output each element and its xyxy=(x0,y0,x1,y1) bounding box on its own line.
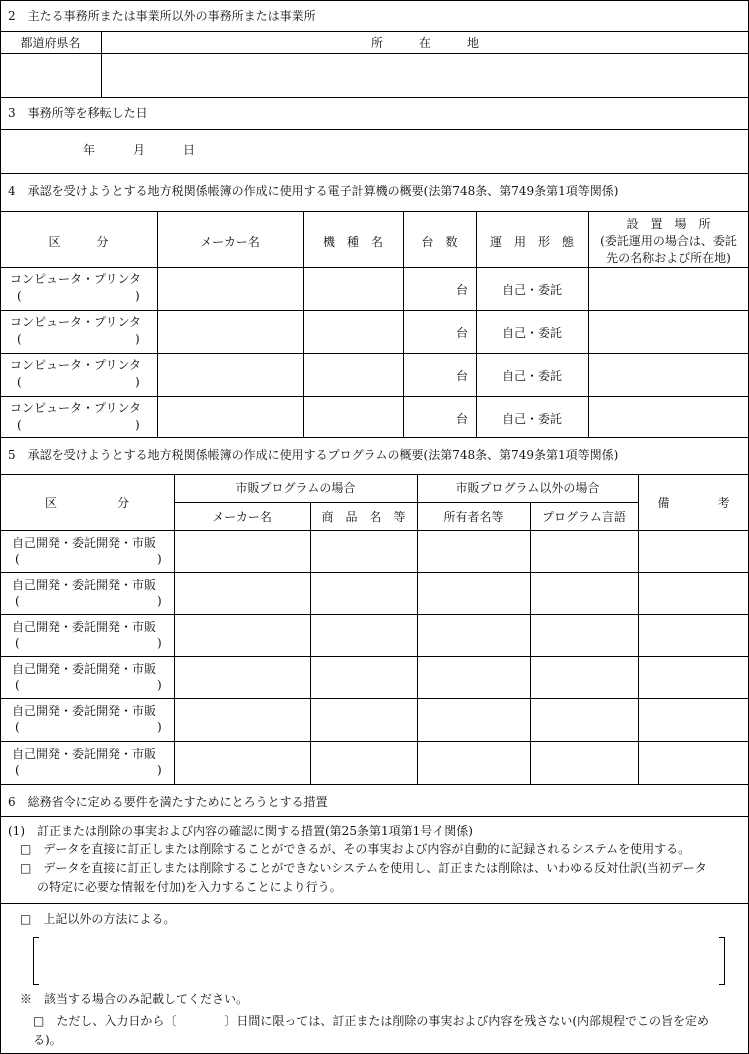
program-category-input[interactable] xyxy=(23,593,153,609)
unit-label: 台 xyxy=(456,326,469,340)
maker-input[interactable] xyxy=(158,311,302,353)
count-header: 台 数 xyxy=(421,235,458,249)
count-input[interactable] xyxy=(404,397,454,439)
count-input[interactable] xyxy=(404,268,454,310)
remarks-input[interactable] xyxy=(639,573,748,614)
paren-open: ( xyxy=(15,720,20,734)
install-location-input[interactable] xyxy=(589,354,748,396)
paren-open: ( xyxy=(15,763,20,777)
model-input[interactable] xyxy=(304,311,402,353)
program-category: 自己開発・委託開発・市販 xyxy=(12,704,157,718)
program-category-input[interactable] xyxy=(23,762,153,778)
noncommercial-program-header: 市販プログラム以外の場合 xyxy=(455,481,600,495)
option-no-record-period[interactable]: □ ただし、入力日から〔 〕日間に限っては、訂正または削除の事実および内容を残さない(内部規程でこの旨を定め xyxy=(33,1014,710,1028)
program-category-input[interactable] xyxy=(23,551,153,567)
product-name-input[interactable] xyxy=(311,742,416,784)
prefecture-header: 都道府県名 xyxy=(20,36,81,50)
divider xyxy=(0,784,749,785)
month-label: 月 xyxy=(133,143,146,157)
computer-category-input[interactable] xyxy=(25,374,133,390)
divider xyxy=(0,31,749,32)
product-name-input[interactable] xyxy=(311,531,416,572)
unit-label: 台 xyxy=(456,283,469,297)
program-maker-header: メーカー名 xyxy=(212,510,272,524)
paren-close: ) xyxy=(135,418,140,432)
option-other-method[interactable]: □ 上記以外の方法による。 xyxy=(20,912,176,926)
program-category-input[interactable] xyxy=(23,719,153,735)
model-input[interactable] xyxy=(304,354,402,396)
model-header: 機 種 名 xyxy=(322,235,383,249)
remarks-header: 備 考 xyxy=(657,496,730,510)
computer-category: コンピュータ・プリンタ xyxy=(10,272,142,286)
owner-name-input[interactable] xyxy=(418,742,529,784)
divider xyxy=(0,437,749,438)
paren-close: ) xyxy=(135,332,140,346)
other-method-input[interactable] xyxy=(42,938,716,984)
count-input[interactable] xyxy=(404,354,454,396)
program-maker-input[interactable] xyxy=(175,573,309,614)
paren-open: ( xyxy=(17,375,22,389)
owner-name-input[interactable] xyxy=(418,657,529,698)
computer-category-input[interactable] xyxy=(25,288,133,304)
owner-name-input[interactable] xyxy=(418,615,529,656)
computer-category: コンピュータ・プリンタ xyxy=(10,358,142,372)
program-category: 自己開発・委託開発・市販 xyxy=(12,578,157,592)
program-category-header: 区 分 xyxy=(44,496,129,510)
computer-category: コンピュータ・プリンタ xyxy=(10,401,142,415)
program-maker-input[interactable] xyxy=(175,531,309,572)
program-maker-input[interactable] xyxy=(175,699,309,741)
operation-choice[interactable]: 自己・委託 xyxy=(501,412,562,426)
program-category-input[interactable] xyxy=(23,677,153,693)
divider xyxy=(0,211,749,212)
paren-close: ) xyxy=(135,289,140,303)
year-label: 年 xyxy=(83,143,96,157)
owner-name-header: 所有者名等 xyxy=(443,510,504,524)
product-name-input[interactable] xyxy=(311,615,416,656)
program-language-header: プログラム言語 xyxy=(542,510,626,524)
section-6-heading: 6 総務省令に定める要件を満たすためにとろうとする措置 xyxy=(8,795,328,809)
product-name-header: 商 品 名 等 xyxy=(321,510,406,524)
remarks-input[interactable] xyxy=(639,699,748,741)
program-language-input[interactable] xyxy=(531,699,637,741)
option-reverse-entry-cont: の特定に必要な情報を付加)を入力することにより行う。 xyxy=(37,880,342,894)
divider xyxy=(174,502,638,503)
divider xyxy=(0,474,749,475)
program-language-input[interactable] xyxy=(531,531,637,572)
computer-category-input[interactable] xyxy=(25,417,133,433)
remarks-input[interactable] xyxy=(639,615,748,656)
owner-name-input[interactable] xyxy=(418,699,529,741)
unit-label: 台 xyxy=(456,369,469,383)
program-language-input[interactable] xyxy=(531,573,637,614)
owner-name-input[interactable] xyxy=(418,573,529,614)
maker-input[interactable] xyxy=(158,397,302,439)
paren-open: ( xyxy=(15,636,20,650)
measure-item-1: (1) 訂正または削除の事実および内容の確認に関する措置(第25条第1項第1号イ関係) xyxy=(8,824,473,838)
program-language-input[interactable] xyxy=(531,657,637,698)
paren-open: ( xyxy=(15,552,20,566)
note: ※ 該当する場合のみ記載してください。 xyxy=(20,992,249,1006)
program-language-input[interactable] xyxy=(531,742,637,784)
unit-label: 台 xyxy=(456,412,469,426)
paren-close: ) xyxy=(157,763,162,777)
divider xyxy=(0,173,749,174)
program-category: 自己開発・委託開発・市販 xyxy=(12,747,157,761)
install-location-header-note: 先の名称および所在地) xyxy=(606,251,731,265)
model-input[interactable] xyxy=(304,397,402,439)
paren-open: ( xyxy=(17,418,22,432)
section-4-heading: 4 承認を受けようとする地方税関係帳簿の作成に使用する電子計算機の概要(法第748条、第749条第1項等関係) xyxy=(8,184,619,198)
category-header: 区 分 xyxy=(48,235,109,249)
operation-header: 運 用 形 態 xyxy=(489,235,574,249)
section-3-heading: 3 事務所等を移転した日 xyxy=(8,106,148,120)
commercial-program-header: 市販プログラムの場合 xyxy=(235,481,356,495)
computer-category: コンピュータ・プリンタ xyxy=(10,315,142,329)
install-location-header: 設 置 場 所 xyxy=(626,217,711,231)
paren-close: ) xyxy=(157,678,162,692)
divider xyxy=(0,129,749,130)
paren-open: ( xyxy=(15,678,20,692)
operation-choice[interactable]: 自己・委託 xyxy=(501,283,562,297)
maker-input[interactable] xyxy=(158,268,302,310)
location-input-cell[interactable] xyxy=(102,54,748,97)
paren-close: ) xyxy=(157,636,162,650)
computer-category-input[interactable] xyxy=(25,331,133,347)
option-no-record-period-cont: る)。 xyxy=(33,1033,62,1047)
option-reverse-entry[interactable]: □ データを直接に訂正しまたは削除することができないシステムを使用し、訂正または削除は、いわゆる反対仕訳(当初データ xyxy=(20,861,707,875)
product-name-input[interactable] xyxy=(311,657,416,698)
program-category: 自己開発・委託開発・市販 xyxy=(12,536,157,550)
install-location-input[interactable] xyxy=(589,268,748,310)
paren-close: ) xyxy=(135,375,140,389)
divider xyxy=(0,816,749,817)
program-maker-input[interactable] xyxy=(175,657,309,698)
owner-name-input[interactable] xyxy=(418,531,529,572)
program-maker-input[interactable] xyxy=(175,615,309,656)
remarks-input[interactable] xyxy=(639,531,748,572)
program-category-input[interactable] xyxy=(23,635,153,651)
install-location-input[interactable] xyxy=(589,311,748,353)
install-location-input[interactable] xyxy=(589,397,748,439)
location-header: 所 在 地 xyxy=(370,36,479,50)
divider xyxy=(0,97,749,98)
paren-open: ( xyxy=(15,594,20,608)
section-5-heading: 5 承認を受けようとする地方税関係帳簿の作成に使用するプログラムの概要(法第748条、第749条第1項等関係) xyxy=(8,448,619,462)
option-auto-record[interactable]: □ データを直接に訂正しまたは削除することができるが、その事実および内容が自動的に記録されるシステムを使用する。 xyxy=(20,842,691,856)
product-name-input[interactable] xyxy=(311,573,416,614)
model-input[interactable] xyxy=(304,268,402,310)
section-2-heading: 2 主たる事務所または事業所以外の事務所または事業所 xyxy=(8,9,316,23)
paren-close: ) xyxy=(157,594,162,608)
divider xyxy=(0,903,749,904)
count-input[interactable] xyxy=(404,311,454,353)
paren-close: ) xyxy=(157,720,162,734)
operation-choice[interactable]: 自己・委託 xyxy=(501,369,562,383)
remarks-input[interactable] xyxy=(639,742,748,784)
maker-input[interactable] xyxy=(158,354,302,396)
program-language-input[interactable] xyxy=(531,615,637,656)
bracket-close xyxy=(719,937,725,985)
paren-close: ) xyxy=(157,552,162,566)
product-name-input[interactable] xyxy=(311,699,416,741)
prefecture-input-cell[interactable] xyxy=(0,54,101,97)
remarks-input[interactable] xyxy=(639,657,748,698)
program-category: 自己開発・委託開発・市販 xyxy=(12,620,157,634)
program-maker-input[interactable] xyxy=(175,742,309,784)
move-date-field[interactable] xyxy=(20,131,220,171)
day-label: 日 xyxy=(183,143,196,157)
bracket-open xyxy=(33,937,39,985)
maker-header: メーカー名 xyxy=(200,235,260,249)
program-category: 自己開発・委託開発・市販 xyxy=(12,662,157,676)
operation-choice[interactable]: 自己・委託 xyxy=(501,326,562,340)
paren-open: ( xyxy=(17,289,22,303)
install-location-header-note: (委託運用の場合は、委託 xyxy=(600,234,737,248)
paren-open: ( xyxy=(17,332,22,346)
